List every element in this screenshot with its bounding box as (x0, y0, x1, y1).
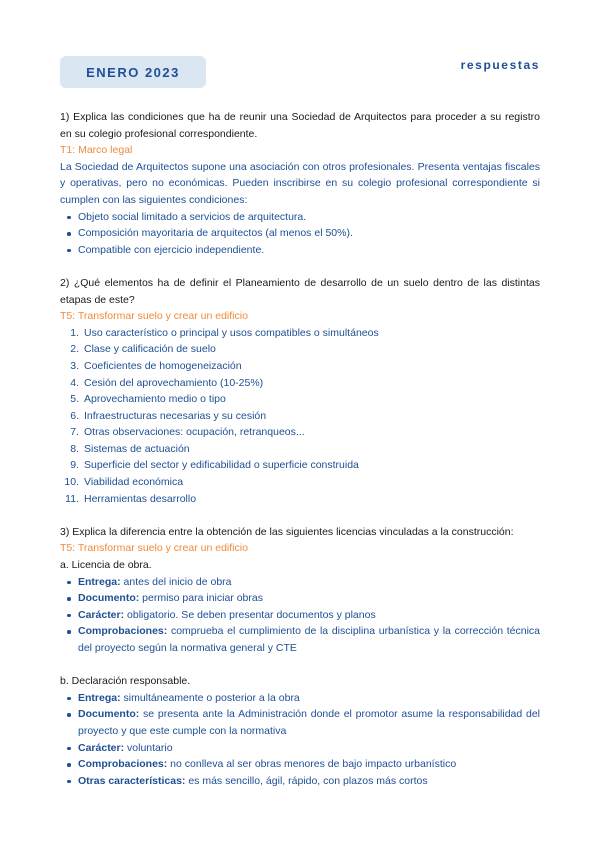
question-3: 3) Explica la diferencia entre la obtención de las siguientes licencias vinculadas a la construcción: (60, 525, 514, 538)
list-item: 2. Clase y calificación de suelo (70, 343, 216, 356)
list-item: 4. Cesión del aprovechamiento (10-25%) (70, 376, 264, 389)
list-item: Carácter: obligatorio. Se deben presentar documentos y planos (60, 607, 540, 624)
list-item: 1. Uso característico o principal y usos compatibles o simultáneos (70, 326, 379, 339)
question-3-topic: T5: Transformar suelo y crear un edificio (60, 542, 248, 555)
question-2-topic: T5: Transformar suelo y crear un edificio (60, 310, 248, 323)
subsection-a-list (60, 574, 540, 657)
subsection-b-list (60, 690, 540, 790)
document-body (60, 109, 540, 789)
subsection-b-title: b. Declaración responsable. (60, 675, 191, 688)
question-2-elements (60, 325, 540, 508)
question-1-intro: La Sociedad de Arquitectos supone una asociación con otros profesionales. Presenta ventajas fiscales y operativas, pero no económicas. Pueden inscribirse en su colegio profesional correspondiente si cumplen con las siguientes condiciones: (60, 160, 540, 206)
subsection-a-title: a. Licencia de obra. (60, 559, 152, 572)
list-item: Compatible con ejercicio independiente. (60, 242, 540, 259)
list-item: Composición mayoritaria de arquitectos (al menos el 50%). (60, 225, 540, 242)
question-1: 1) Explica las condiciones que ha de reunir una Sociedad de Arquitectos para proceder a su registro en su colegio profesional correspondiente. (60, 111, 540, 140)
list-item: 8. Sistemas de actuación (70, 442, 190, 455)
answers-title: respuestas (460, 58, 540, 72)
question-1-topic: T1: Marco legal (60, 144, 133, 157)
list-item: 3. Coeficientes de homogeneización (70, 359, 242, 372)
list-item: Objeto social limitado a servicios de arquitectura. (60, 209, 540, 226)
list-item: Carácter: voluntario (60, 740, 540, 757)
list-item: 5. Aprovechamiento medio o tipo (70, 393, 226, 406)
date-badge (60, 56, 206, 88)
list-item: Documento: se presenta ante la Administración donde el promotor asume la responsabilidad del proyecto y que este cumple con la normativa (60, 706, 540, 739)
date-badge-label: ENERO 2023 (86, 64, 180, 80)
list-item: Otras características: es más sencillo, ágil, rápido, con plazos más cortos (60, 773, 540, 790)
list-item: 11. Herramientas desarrollo (65, 492, 197, 505)
list-item: Entrega: simultáneamente o posterior a la obra (60, 690, 540, 707)
list-item: 6. Infraestructuras necesarias y su cesión (70, 409, 267, 422)
list-item: Comprobaciones: comprueba el cumplimiento de la disciplina urbanística y la corrección técnica del proyecto según la normativa general y CTE (60, 623, 540, 656)
list-item: 7. Otras observaciones: ocupación, retranqueos... (70, 426, 305, 439)
question-2: 2) ¿Qué elementos ha de definir el Planeamiento de desarrollo de un suelo dentro de las distintas etapas de este? (60, 276, 540, 306)
list-item: Entrega: antes del inicio de obra (60, 574, 540, 591)
question-1-conditions (60, 209, 540, 259)
list-item: Documento: permiso para iniciar obras (60, 590, 540, 607)
list-item: 9. Superficie del sector y edificabilidad o superficie construida (70, 459, 359, 472)
list-item: 10. Viabilidad económica (64, 476, 184, 489)
list-item: Comprobaciones: no conlleva al ser obras menores de bajo impacto urbanístico (60, 756, 540, 773)
